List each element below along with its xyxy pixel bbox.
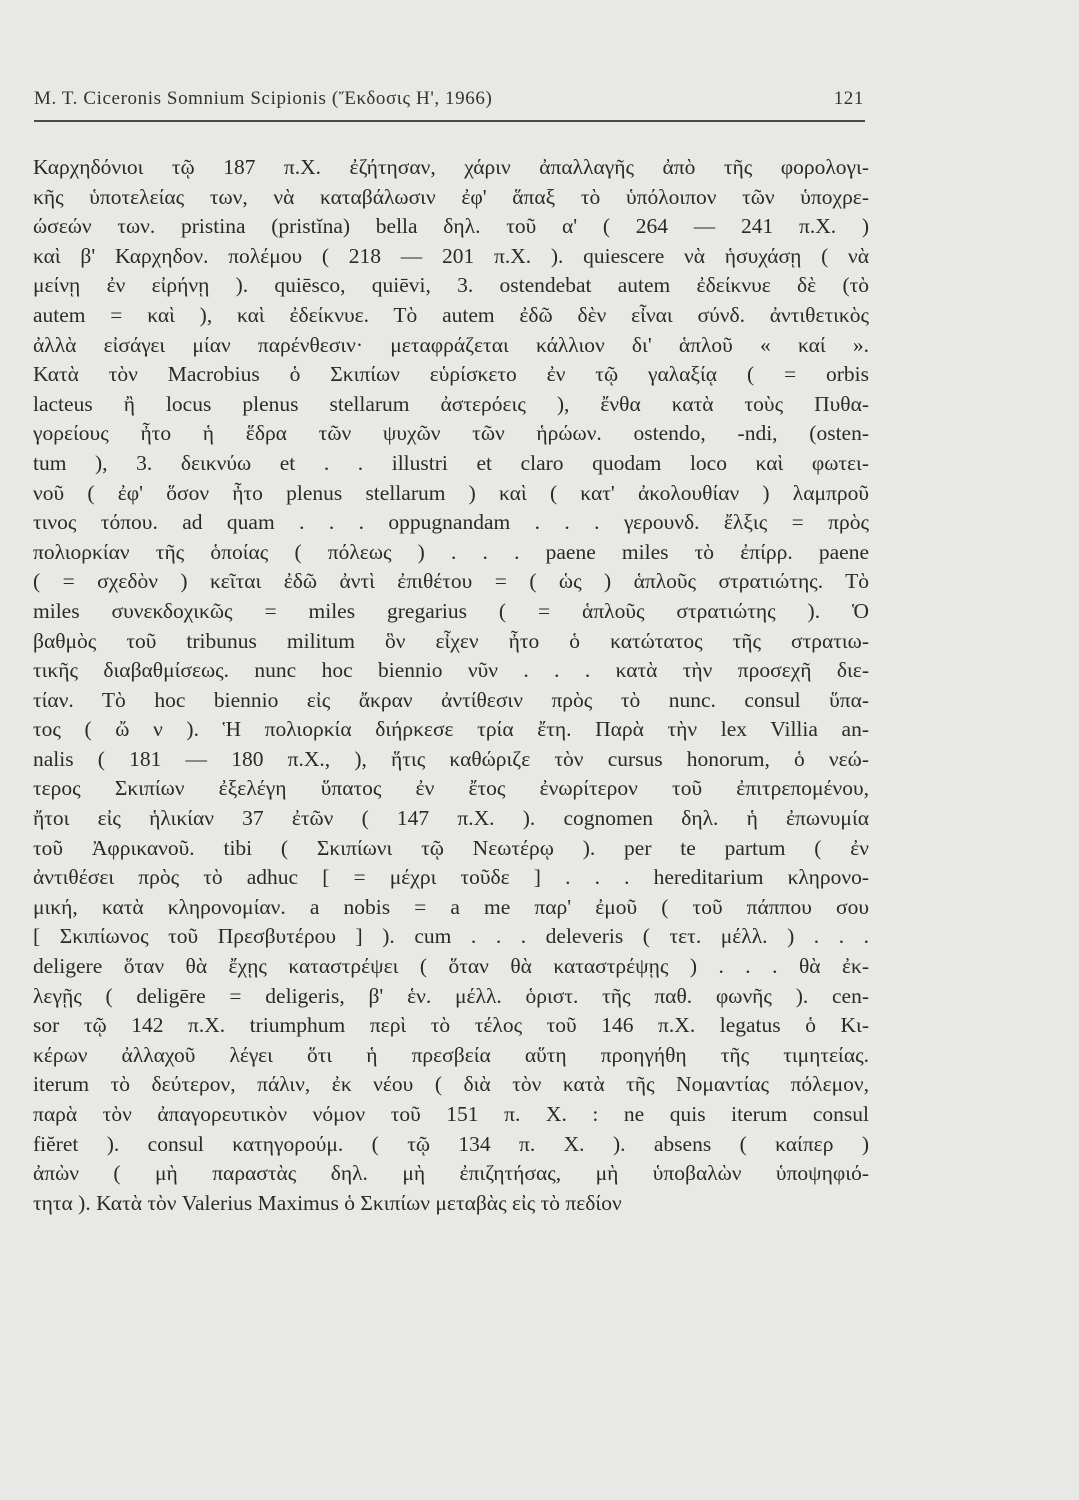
text-line: πολιορκίαν τῆς ὁποίας ( πόλεως ) . . . paene miles τὸ ἐπίρρ. paene: [33, 539, 869, 564]
text-line: ώσεών των. pristina (pristĭna) bella δηλ. τοῦ α' ( 264 — 241 π.Χ. ): [33, 214, 869, 239]
text-line: nalis ( 181 — 180 π.Χ., ), ἥτις καθώριζε τὸν cursus honorum, ὁ νεώ-: [33, 746, 869, 771]
text-line: iterum τὸ δεύτερον, πάλιν, ἐκ νέου ( διὰ τὸν κατὰ τῆς Νομαντίας πόλεμον,: [33, 1072, 869, 1097]
text-line: ἀντιθέσει πρὸς τὸ adhuc [ = μέχρι τοῦδε ] . . . hereditarium κληρονο-: [33, 865, 869, 890]
text-line: ἀπὼν ( μὴ παραστὰς δηλ. μὴ ἐπιζητήσας, μὴ ὑποβαλὼν ὑποψηφιό-: [33, 1161, 869, 1186]
text-line: [ Σκιπίωνος τοῦ Πρεσβυτέρου ] ). cum . . . deleveris ( τετ. μέλλ. ) . . .: [33, 924, 869, 949]
text-line: νοῦ ( ἐφ' ὅσον ἦτο plenus stellarum ) καὶ ( κατ' ἀκολουθίαν ) λαμπροῦ: [33, 480, 869, 505]
running-title: M. T. Ciceronis Somnium Scipionis (Ἔκδοσις Η', 1966): [34, 88, 493, 109]
text-line: ( = σχεδὸν ) κεῖται ἐδῶ ἀντὶ ἐπιθέτου = ( ὡς ) ἁπλοῦς στρατιώτης. Τὸ: [33, 569, 869, 594]
text-line: tum ), 3. δεικνύω et . . illustri et claro quodam loco καὶ φωτει-: [33, 450, 869, 475]
text-line: τος ( ὤ ν ). Ἡ πολιορκία διήρκεσε τρία ἔτη. Παρὰ τὴν lex Villia an-: [33, 717, 869, 742]
text-line: τίαν. Τὸ hoc biennio εἰς ἄκραν ἀντίθεσιν πρὸς τὸ nunc. consul ὕπα-: [33, 687, 869, 712]
text-line: ἤτοι εἰς ἡλικίαν 37 ἐτῶν ( 147 π.Χ. ). cognomen δηλ. ἡ ἐπωνυμία: [33, 806, 869, 831]
page-header: [34, 88, 864, 116]
text-line: καὶ β' Καρχηδον. πολέμου ( 218 — 201 π.Χ. ). quiescere νὰ ἡσυχάσῃ ( νὰ: [33, 243, 869, 268]
text-line: τικῆς διαβαθμίσεως. nunc hoc biennio νῦν . . . κατὰ τὴν προσεχῆ διε-: [33, 658, 869, 683]
text-line: λεγῇς ( deligēre = deligeris, β' ἑν. μέλλ. ὁριστ. τῆς παθ. φωνῆς ). cen-: [33, 983, 869, 1008]
text-line: τερος Σκιπίων ἐξελέγη ὕπατος ἐν ἔτος ἐνωρίτερον τοῦ ἐπιτρεπομένου,: [33, 776, 869, 801]
text-line: παρὰ τὸν ἀπαγορευτικὸν νόμον τοῦ 151 π. Χ. : ne quis iterum consul: [33, 1102, 869, 1126]
text-line: τοῦ Ἀφρικανοῦ. tibi ( Σκιπίωνι τῷ Νεωτέρῳ ). per te partum ( ἐν: [33, 835, 869, 860]
text-line: τητα ). Κατὰ τὸν Valerius Maximus ὁ Σκιπίων μεταβὰς εἰς τὸ πεδίον: [33, 1190, 622, 1215]
text-line: βαθμὸς τοῦ tribunus militum ὃν εἶχεν ἦτο ὁ κατώτατος τῆς στρατιω-: [33, 628, 869, 653]
text-line: μική, κατὰ κληρονομίαν. a nobis = a me παρ' ἐμοῦ ( τοῦ πάππου σου: [33, 894, 869, 919]
header-rule: [34, 120, 865, 122]
text-line: κέρων ἀλλαχοῦ λέγει ὅτι ἡ πρεσβεία αὕτη προηγήθη τῆς τιμητείας.: [33, 1042, 869, 1067]
text-line: γορείους ἦτο ἡ ἕδρα τῶν ψυχῶν τῶν ἡρώων. ostendo, -ndi, (osten-: [33, 421, 869, 446]
text-line: miles συνεκδοχικῶς = miles gregarius ( = ἁπλοῦς στρατιώτης ). Ὁ: [33, 598, 869, 623]
text-line: autem = καὶ ), καὶ ἐδείκνυε. Τὸ autem ἐδῶ δὲν εἶναι σύνδ. ἀντιθετικὸς: [33, 302, 869, 327]
text-line: deligere ὅταν θὰ ἔχῃς καταστρέψει ( ὅταν θὰ καταστρέψῃς ) . . . θὰ ἐκ-: [33, 954, 869, 979]
text-line: τινος τόπου. ad quam . . . oppugnandam . . . γερουνδ. ἔλξις = πρὸς: [33, 510, 869, 535]
text-line: ἀλλὰ εἰσάγει μίαν παρένθεσιν· μεταφράζεται κάλλιον δι' ἁπλοῦ « καί ».: [33, 332, 869, 357]
text-line: Κατὰ τὸν Macrobius ὁ Σκιπίων εὑρίσκετο ἐν τῷ γαλαξίᾳ ( = orbis: [33, 362, 869, 387]
body-text: [33, 153, 869, 1218]
text-line: fiĕret ). consul κατηγορούμ. ( τῷ 134 π. Χ. ). absens ( καίπερ ): [33, 1131, 869, 1156]
page-number: 121: [833, 88, 864, 109]
text-line: sor τῷ 142 π.Χ. triumphum περὶ τὸ τέλος τοῦ 146 π.Χ. legatus ὁ Κι-: [33, 1013, 869, 1038]
text-line: Καρχηδόνιοι τῷ 187 π.Χ. ἐζήτησαν, χάριν ἀπαλλαγῆς ἀπὸ τῆς φορολογι-: [33, 155, 869, 179]
text-line: lacteus ἢ locus plenus stellarum ἀστερόεις ), ἔνθα κατὰ τοὺς Πυθα-: [33, 391, 869, 416]
text-line: κῆς ὑποτελείας των, νὰ καταβάλωσιν ἐφ' ἅπαξ τὸ ὑπόλοιπον τῶν ὑποχρε-: [33, 184, 869, 209]
text-line: μείνῃ ἐν εἰρήνῃ ). quiēsco, quiēvi, 3. ostendebat autem ἐδείκνυε δὲ (τὸ: [33, 273, 869, 298]
